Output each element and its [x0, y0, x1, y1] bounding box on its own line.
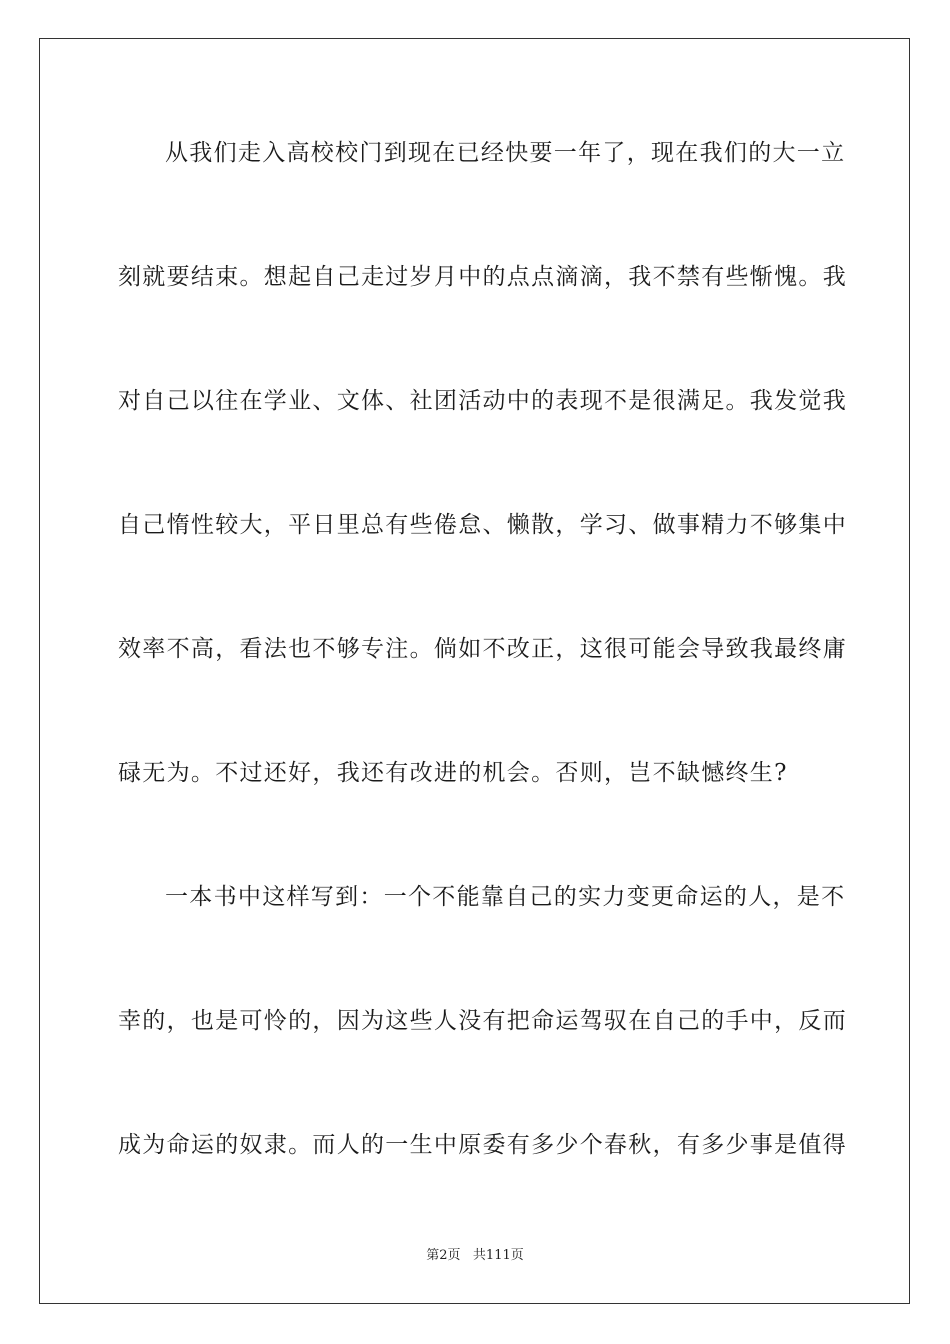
- paragraph-1-line-1: 从我们走入高校校门到现在已经快要一年了，现在我们的大一立: [165, 140, 846, 166]
- paragraph-1-line-5: 效率不高，看法也不够专注。倘如不改正，这很可能会导致我最终庸: [118, 636, 847, 662]
- paragraph-2-line-3: 成为命运的奴隶。而人的一生中原委有多少个春秋，有多少事是值得: [118, 1132, 847, 1158]
- page-number: 第2页: [426, 1248, 461, 1263]
- total-pages: 共111页: [472, 1248, 524, 1263]
- page-border: [39, 38, 910, 1304]
- paragraph-1-line-3: 对自己以往在学业、文体、社团活动中的表现不是很满足。我发觉我: [118, 388, 847, 414]
- paragraph-2-line-1: 一本书中这样写到：一个不能靠自己的实力变更命运的人，是不: [165, 884, 846, 910]
- paragraph-1-line-4: 自己惰性较大，平日里总有些倦怠、懒散，学习、做事精力不够集中: [118, 512, 847, 538]
- page-footer: [0, 1247, 950, 1265]
- paragraph-1-line-6: 碌无为。不过还好，我还有改进的机会。否则，岂不缺憾终生?: [118, 760, 788, 786]
- paragraph-2-line-2: 幸的，也是可怜的，因为这些人没有把命运驾驭在自己的手中，反而: [118, 1008, 847, 1034]
- paragraph-1-line-2: 刻就要结束。想起自己走过岁月中的点点滴滴，我不禁有些惭愧。我: [118, 264, 847, 290]
